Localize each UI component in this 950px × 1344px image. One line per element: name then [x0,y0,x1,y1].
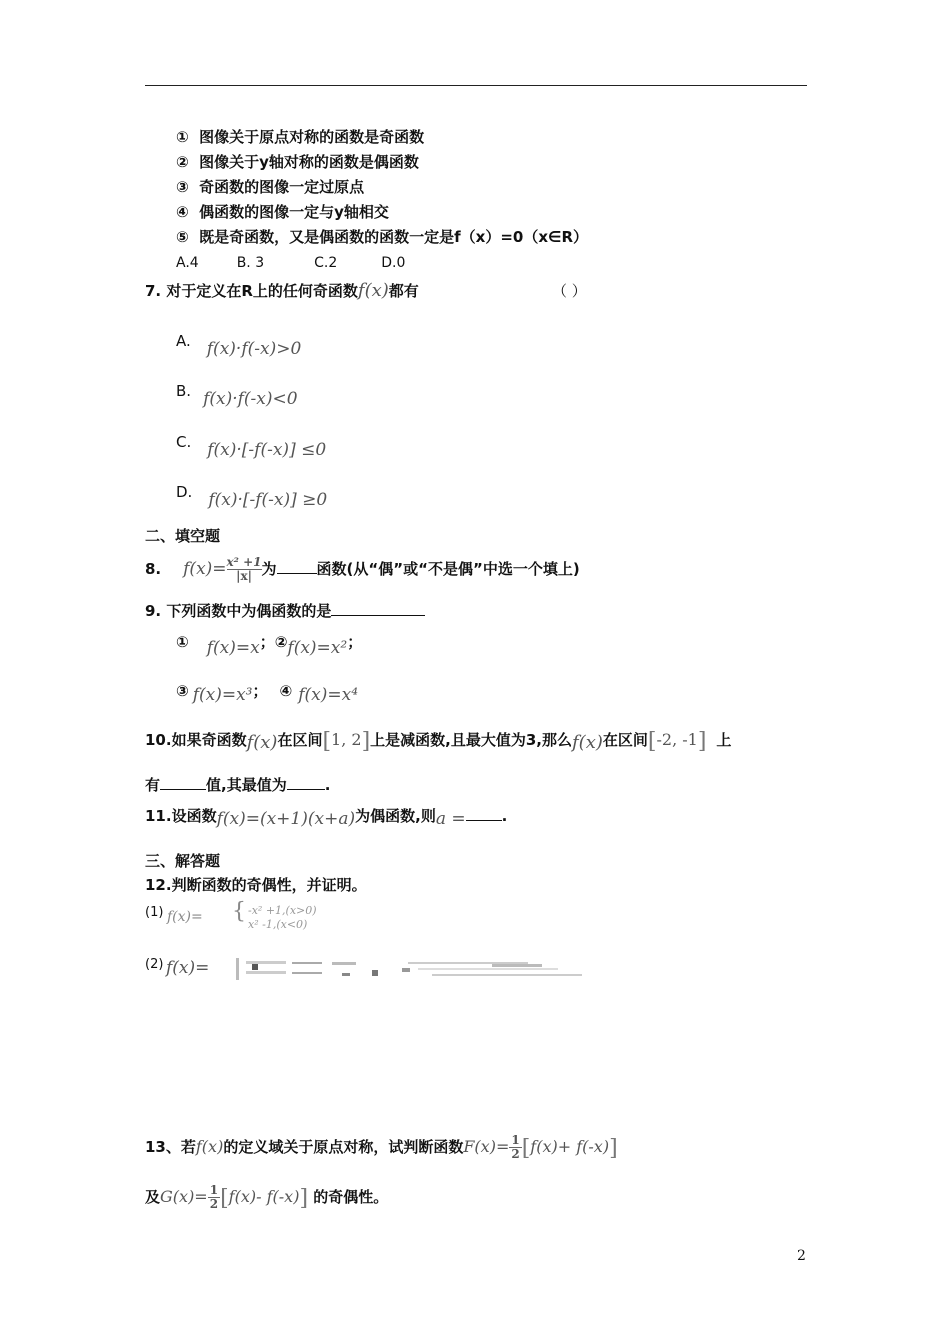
q12-part2-illegible-formula [232,956,592,982]
q13-line2: 及G(x)= $\frac{1}{2}$ [f(x)- f(-x)] 的奇偶性。 [145,1183,389,1211]
q7-option-c: C. f(x)·[-f(-x)] ≤0 [176,433,327,460]
q13-line1: 13、若f(x)的定义域关于原点对称，试判断函数F(x)= $\frac{1}{2}$ [f(x)+ f(-x)] [145,1133,618,1161]
q11: 11.设函数f(x)=(x+1)(x+a)为偶函数,则a = . [145,807,508,829]
q12-part1-case1: -x² +1,(x>0) [248,904,317,917]
q12-part1-brace: { [232,899,246,924]
q6-item-1: ① 图像关于原点对称的函数是奇函数 [176,128,425,146]
q7-stem: 7. 对于定义在R上的任何奇函数f(x)都有 [145,280,419,301]
q10-line2: 有 值,其最值为 . [145,776,331,794]
q12-part2-lhs: f(x)= [166,958,210,978]
q11-answer-blank[interactable] [466,806,502,821]
q12-stem: 12.判断函数的奇偶性，并证明。 [145,876,367,894]
q7-option-b: B. f(x)·f(-x)<0 [176,382,298,409]
q9-stem: 9. 下列函数中为偶函数的是 [145,601,425,621]
q10-blank-type[interactable] [160,775,206,790]
q8: 8. f(x)= $\frac{\text{x² +1}}{|x|}$ 为 函数(从“偶”或“不是偶”中选一个填上) [145,555,580,583]
q6-item-5: ⑤ 既是奇函数，又是偶函数的函数一定是f（x）=0（x∈R） [176,228,589,246]
q13-half-fraction-g: $\frac{1}{2}$ [209,1183,219,1211]
q7-answer-paren: （ ） [552,282,587,300]
q6-item-3: ③ 奇函数的图像一定过原点 [176,178,365,196]
q8-answer-blank[interactable] [277,559,317,574]
q13-half-fraction-f: $\frac{1}{2}$ [511,1133,520,1161]
q12-part2-label: (2) [145,957,164,972]
q10-line1: 10.如果奇函数f(x)在区间[1, 2]上是减函数,且最大值为3,那么f(x)在区间[-2, -1] 上 [145,729,732,754]
section-solve-title: 三、解答题 [145,852,221,870]
q10-blank-value[interactable] [287,775,325,790]
q12-part1-case2: x² -1,(x<0) [248,918,308,931]
page-number: 2 [797,1248,806,1264]
q9-answer-blank[interactable] [331,601,425,616]
q12-part1-lhs: f(x)= [167,909,203,925]
q7-option-d: D. f(x)·[-f(-x)] ≥0 [176,483,328,510]
header-rule [145,85,807,86]
q9-choices-row1: ① f(x)=x；②f(x)=x²； [176,633,363,658]
q9-choices-row2: ③ f(x)=x³； ④ f(x)=x⁴ [176,682,359,705]
q6-choices: A.4 B. 3 C.2 D.0 [176,255,406,271]
q8-fraction: $\frac{\text{x² +1}}{|x|}$ [226,555,262,583]
q7-option-a: A. f(x)·f(-x)>0 [176,332,302,359]
section-fill-in-title: 二、填空题 [145,527,221,545]
q6-item-4: ④ 偶函数的图像一定与y轴相交 [176,203,389,221]
q12-part1-label: (1) [145,905,164,920]
q6-item-2: ② 图像关于y轴对称的函数是偶函数 [176,153,419,171]
